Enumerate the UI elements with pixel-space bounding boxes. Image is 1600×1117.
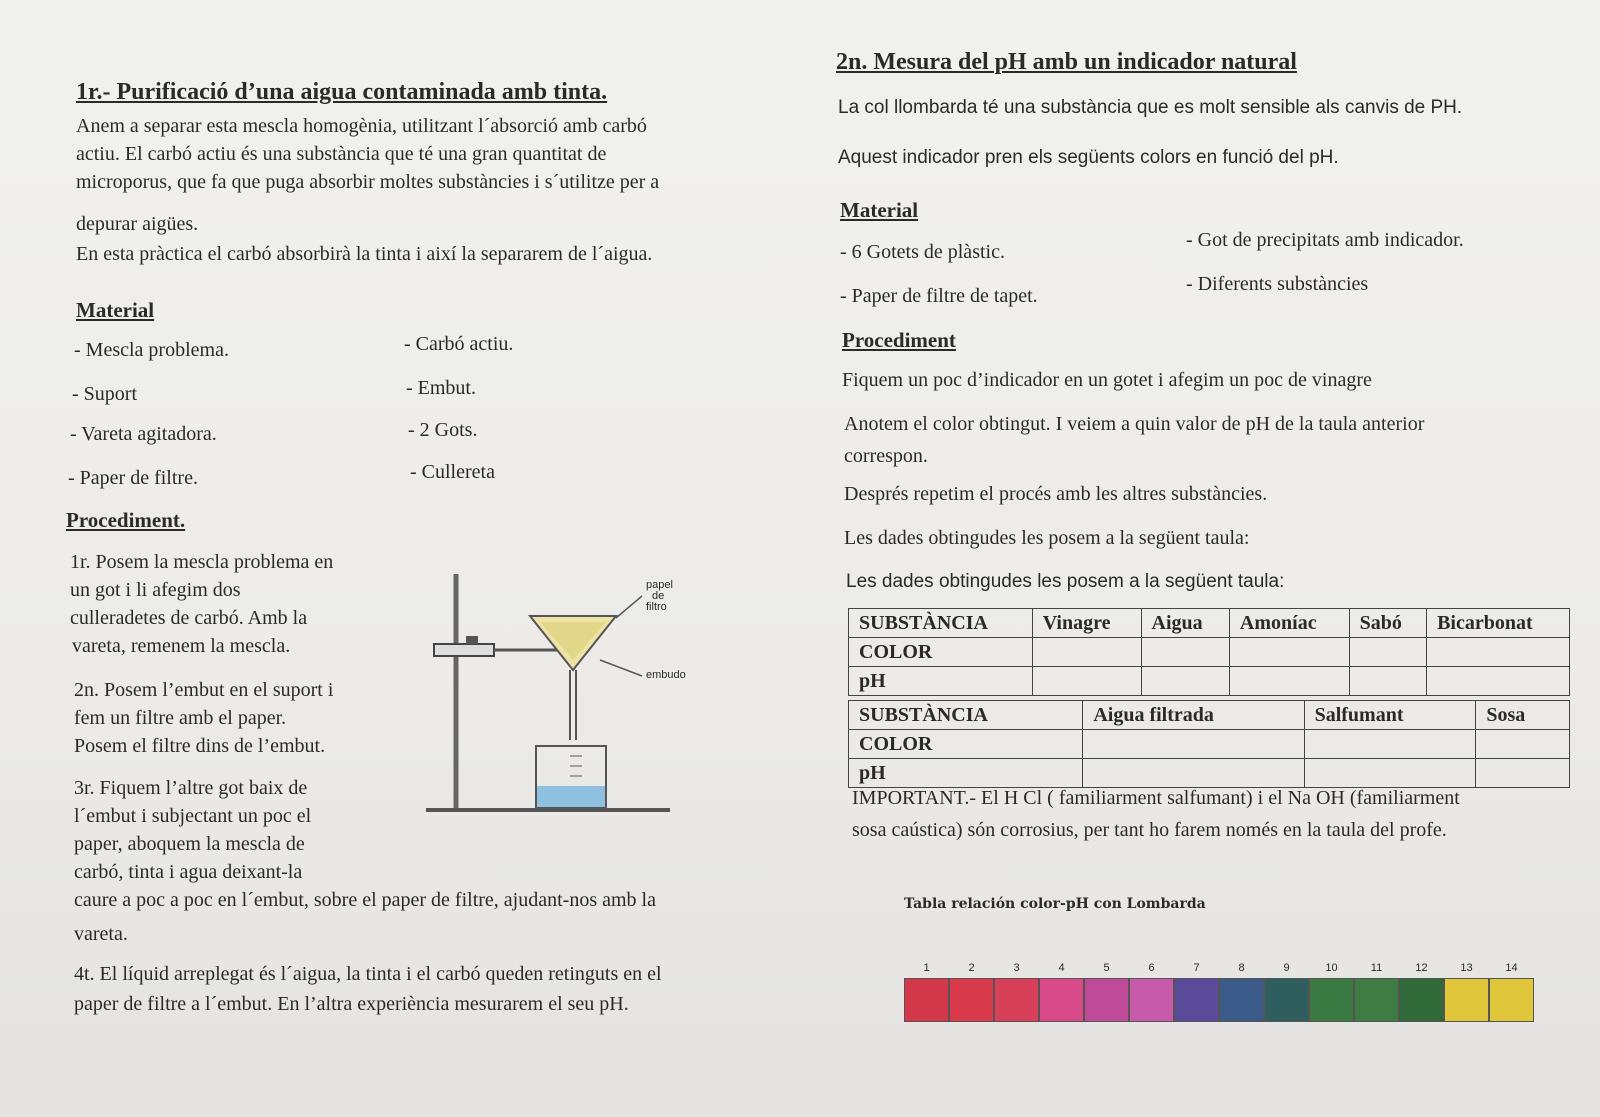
clamp-screw: [466, 636, 478, 644]
important-line: sosa caústica) són corrosius, per tant ho farem només en la taula del profe.: [852, 819, 1447, 841]
empty-cell[interactable]: [1349, 667, 1427, 696]
left-material-title: Material: [76, 298, 155, 322]
left-intro-line: depurar aigües.: [76, 213, 199, 235]
step-line: culleradetes de carbó. Amb la: [70, 607, 308, 629]
scale-number: 12: [1415, 962, 1428, 974]
table-row: [849, 609, 1570, 638]
empty-cell[interactable]: [1083, 730, 1304, 759]
step-line: paper, aboquem la mescla de: [74, 833, 305, 855]
empty-cell[interactable]: [1349, 638, 1427, 667]
table-header-cell: Sosa: [1476, 701, 1570, 730]
left-title: 1r.- Purificació d’una aigua contaminada amb tinta.: [76, 79, 608, 105]
empty-cell[interactable]: [1229, 667, 1349, 696]
scale-swatch: [1489, 978, 1534, 1022]
left-procedure-title: Procediment.: [66, 508, 186, 532]
step-line: l´embut i subjectant un poc el: [74, 805, 312, 827]
row-label: pH: [849, 759, 1083, 788]
scale-number: 1: [923, 962, 930, 974]
empty-cell[interactable]: [1141, 638, 1229, 667]
step-line: caure a poc a poc en l´embut, sobre el paper de filtre, ajudant-nos amb la: [74, 889, 656, 911]
empty-cell[interactable]: [1304, 730, 1476, 759]
empty-cell[interactable]: [1032, 638, 1141, 667]
material-item: - Embut.: [406, 377, 476, 399]
left-intro-line: microporus, que fa que puga absorbir moltes substàncies i s´utilitze per a: [76, 171, 660, 193]
ph-color-scale: [904, 978, 1534, 1022]
row-label: COLOR: [849, 638, 1033, 667]
row-label: COLOR: [849, 730, 1083, 759]
step-line: Posem el filtre dins de l’embut.: [74, 735, 326, 757]
proc-line: Les dades obtingudes les posem a la següent taula:: [844, 527, 1250, 549]
right-title: 2n. Mesura del pH amb un indicador natural: [836, 49, 1297, 75]
results-table-2: [848, 700, 1570, 788]
scale-number: 7: [1193, 962, 1200, 974]
material-item: - Got de precipitats amb indicador.: [1186, 229, 1464, 251]
right-intro-line: La col llombarda té una substància que es molt sensible als canvis de PH.: [838, 97, 1463, 118]
step-line: fem un filtre amb el paper.: [74, 707, 287, 729]
table-header-cell: Bicarbonat: [1427, 609, 1570, 638]
scale-number: 8: [1238, 962, 1245, 974]
scale-swatch: [1399, 978, 1444, 1022]
material-item: - Vareta agitadora.: [70, 423, 217, 445]
scale-swatch: [1129, 978, 1174, 1022]
empty-cell[interactable]: [1427, 638, 1570, 667]
label-embudo: embudo: [646, 669, 686, 681]
empty-cell[interactable]: [1476, 730, 1570, 759]
beaker-water: [537, 786, 605, 807]
step-line: vareta, remenem la mescla.: [72, 635, 291, 657]
proc-line: Les dades obtingudes les posem a la següent taula:: [846, 571, 1285, 592]
label-papel: papel: [646, 579, 673, 591]
step-line: 4t. El líquid arreplegat és l´aigua, la tinta i el carbó queden retinguts en el: [74, 963, 662, 985]
scale-number: 10: [1325, 962, 1338, 974]
scale-number: 6: [1148, 962, 1155, 974]
material-item: - Cullereta: [410, 461, 495, 483]
table-header-cell: Vinagre: [1032, 609, 1141, 638]
scale-number: 3: [1013, 962, 1020, 974]
table-header-cell: Salfumant: [1304, 701, 1476, 730]
right-intro-line: Aquest indicador pren els següents colors en funció del pH.: [838, 147, 1339, 168]
scale-swatch: [994, 978, 1039, 1022]
table-header-cell: SUBSTÀNCIA: [849, 609, 1033, 638]
step-line: 1r. Posem la mescla problema en: [70, 551, 334, 573]
table-header-cell: Amoníac: [1229, 609, 1349, 638]
scale-swatch: [1264, 978, 1309, 1022]
right-material-title: Material: [840, 198, 919, 222]
material-item: - Diferents substàncies: [1186, 273, 1369, 295]
step-line: 3r. Fiquem l’altre got baix de: [74, 777, 308, 799]
table-header-cell: Aigua: [1141, 609, 1229, 638]
scale-swatch: [1084, 978, 1129, 1022]
scale-number: 14: [1505, 962, 1518, 974]
table-row: [849, 638, 1570, 667]
label-filtro: filtro: [646, 601, 667, 613]
scale-swatch: [904, 978, 949, 1022]
label-de: de: [652, 590, 665, 602]
empty-cell[interactable]: [1229, 638, 1349, 667]
empty-cell[interactable]: [1032, 667, 1141, 696]
proc-line: Fiquem un poc d’indicador en un gotet i afegim un poc de vinagre: [842, 369, 1372, 391]
clamp: [434, 644, 494, 656]
material-item: - Carbó actiu.: [404, 333, 514, 355]
empty-cell[interactable]: [1141, 667, 1229, 696]
table-row: [849, 730, 1570, 759]
scale-number: 4: [1058, 962, 1065, 974]
step-line: carbó, tinta i agua deixant-la: [74, 861, 303, 883]
scale-number: 11: [1370, 962, 1383, 974]
step-line: paper de filtre a l´embut. En l’altra experiència mesurarem el seu pH.: [74, 993, 629, 1015]
table-row: [849, 701, 1570, 730]
table-header-cell: Aigua filtrada: [1083, 701, 1304, 730]
scale-number: 13: [1460, 962, 1473, 974]
proc-line: correspon.: [844, 445, 928, 467]
empty-cell[interactable]: [1427, 667, 1570, 696]
scale-swatch: [1444, 978, 1489, 1022]
scale-swatch: [1309, 978, 1354, 1022]
scale-numbers: [904, 962, 1534, 974]
scale-title: Tabla relación color-pH con Lombarda: [904, 896, 1206, 912]
material-item: - Mescla problema.: [74, 339, 229, 361]
step-line: 2n. Posem l’embut en el suport i: [74, 679, 334, 701]
material-item: - 2 Gots.: [408, 419, 478, 441]
left-intro-line: Anem a separar esta mescla homogènia, utilitzant l´absorció amb carbó: [76, 115, 647, 137]
scale-swatch: [1219, 978, 1264, 1022]
scale-number: 2: [968, 962, 975, 974]
left-intro-line: En esta pràctica el carbó absorbirà la tinta i així la separarem de l´aigua.: [76, 243, 653, 265]
results-table-1: [848, 608, 1570, 696]
material-item: - Paper de filtre.: [68, 467, 198, 489]
left-intro-line: actiu. El carbó actiu és una substància que té una gran quantitat de: [76, 143, 607, 165]
scale-swatch: [949, 978, 994, 1022]
right-procedure-title: Procediment: [842, 328, 956, 352]
scale-swatch: [1354, 978, 1399, 1022]
proc-line: Anotem el color obtingut. I veiem a quin valor de pH de la taula anterior: [844, 413, 1425, 435]
table-row: [849, 667, 1570, 696]
filtration-diagram: [420, 560, 720, 830]
scale-number: 5: [1103, 962, 1110, 974]
important-line: IMPORTANT.- El H Cl ( familiarment salfumant) i el Na OH (familiarment: [852, 787, 1460, 809]
scale-number: 9: [1283, 962, 1290, 974]
proc-line: Després repetim el procés amb les altres substàncies.: [844, 483, 1268, 505]
material-item: - 6 Gotets de plàstic.: [840, 241, 1005, 263]
row-label: pH: [849, 667, 1033, 696]
material-item: - Paper de filtre de tapet.: [840, 285, 1038, 307]
step-line: un got i li afegim dos: [70, 579, 241, 601]
empty-cell[interactable]: [1476, 759, 1570, 788]
scale-swatch: [1039, 978, 1084, 1022]
scale-swatch: [1174, 978, 1219, 1022]
step-line: vareta.: [74, 923, 128, 945]
table-header-cell: SUBSTÀNCIA: [849, 701, 1083, 730]
table-header-cell: Sabó: [1349, 609, 1427, 638]
material-item: - Suport: [72, 383, 137, 405]
